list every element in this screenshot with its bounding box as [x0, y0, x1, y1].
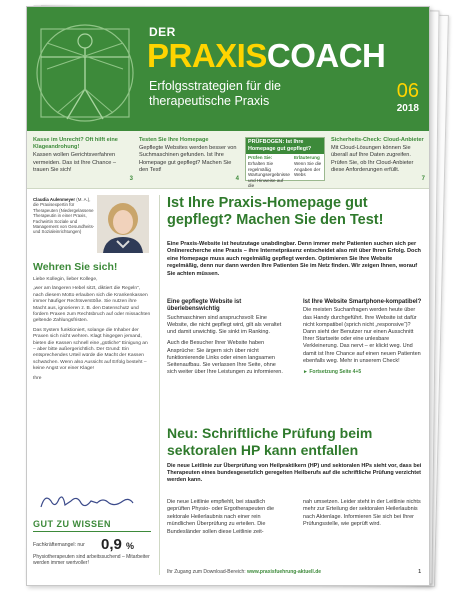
pruefbogen-col-head: Prüfen Sie:	[248, 155, 273, 161]
article-1-paragraph: Auch die Besucher Ihrer Website haben Ansprüche: Sie ärgern sich über nicht funktionierende Links oder einen langsamen Seitenaufbau. Sie verlassen Ihre Seite, ohne sich weiter über Ihre Leistungen zu informieren.	[167, 340, 283, 376]
footer-text: Ihr Zugang zum Download-Bereich:	[167, 569, 246, 575]
good-to-know-description: Physiotherapeuten sind arbeitssuchend – Mitarbeiter werden immer wertvoller!	[33, 554, 150, 567]
teaser-page: 7	[421, 175, 425, 182]
article-1-lead: Eine Praxis-Website ist heutzutage unabdingbar. Denn immer mehr Patienten suchen sich per Onlinerecherche eine Praxis – ihre Internetpräsenz entscheidet also mit über Ihren Erfolg. Doch eine Homepage muss auch regelmäßig gepflegt werden. Optimieren Sie Ihre Website regelmäßig, denn nur dann werden Ihre Patienten Sie im Netz finden. Wir zeigen Ihnen, worauf Sie achten müssen.	[167, 241, 421, 277]
footer-url[interactable]: www.praxisfuehrung-aktuell.de	[247, 569, 322, 575]
teaser-title: Sicherheits-Check: Cloud-Anbieter	[331, 137, 424, 143]
pruefbogen-col-1	[246, 154, 292, 190]
issue-info	[397, 81, 419, 114]
editorial-paragraph: Ihre	[33, 375, 42, 381]
pruefbogen-col-head: Erläuterung	[293, 155, 320, 161]
article-1-column-left	[167, 299, 287, 380]
teaser-klage[interactable]	[33, 137, 133, 183]
continued-link[interactable]: ► Fortsetzung Seite 4+5	[303, 369, 362, 376]
teaser-text: Kassen wollen Gerichtsverfahren vermeiden. Das ist Ihre Chance – trauen Sie sich!	[33, 152, 117, 173]
masthead	[27, 7, 430, 131]
article-1-headline: Ist Ihre Praxis-Homepage gut gepflegt? Machen Sie den Test!	[167, 195, 384, 228]
teaser-homepage[interactable]	[139, 137, 239, 183]
issue-year: 2018	[396, 103, 419, 114]
page-number: 1	[418, 569, 421, 575]
issue-number: 06	[396, 80, 419, 102]
article-2-column-left: Die neue Leitlinie empfiehlt, bei staatlich geprüften Physio- oder Ergotherapeuten die sektorale Heilerlaubnis nach einer rein mündlichen Überprüfung zu erteilen. Die Bundesländer sollen diese Leitlinie zeit-	[167, 499, 275, 535]
teaser-strip	[27, 131, 430, 189]
column-divider	[159, 195, 160, 575]
article-2-column-right: nah umsetzen. Leider steht in der Leitlinie nichts mehr zur Erteilung der sektoralen Heilerlaubnis nach Aktenlage. Informieren Sie sich bei Ihrer Prüfungsstelle, wie geprüft wird.	[303, 499, 421, 528]
masthead-title	[147, 37, 385, 75]
teaser-text: Mit Cloud-Lösungen können Sie überall auf Ihre Daten zugreifen. Prüfen Sie, ob Ihr Cloud-Anbieter diese Anforderungen erfüllt.	[331, 145, 414, 173]
author-name: Claudia Aulenmeyer	[33, 197, 76, 202]
author-bio	[33, 197, 95, 235]
teaser-pruefbogen[interactable]	[245, 137, 325, 189]
pruefbogen-col-text: Erhalten Sie regelmäßig Wartungsergebnisse und Hinweise auf die	[248, 161, 290, 189]
newsletter-page	[26, 6, 430, 586]
editorial-paragraph: „wer am längeren Hebel sitzt, diktiert die Regeln“, nach diesem Motto erlauben sich die Krankenkassen immer häufiger Rechtsverstöße. Sie nutzen ihre Macht aus, ignorieren z. B. den Datenschutz und fordern Praxen zum Rechtsbruch auf oder missachten geltende Zahlungsfristen.	[33, 286, 151, 324]
editorial-column	[27, 189, 157, 586]
teaser-title: Kasse im Unrecht? Oft hilft eine Klageandrohung!	[33, 137, 118, 151]
editorial-title: Wehren Sie sich!	[33, 261, 118, 273]
pruefbogen-box	[245, 137, 325, 189]
editorial-body	[33, 277, 151, 385]
teaser-page: 4	[235, 175, 239, 182]
pruefbogen-columns	[246, 154, 324, 190]
good-to-know-label: Fachkräftemangel: nur	[33, 541, 85, 548]
page-footer	[167, 569, 425, 575]
pruefbogen-title: PRÜFBOGEN: Ist Ihre Homepage gut gepflegt?	[246, 138, 324, 154]
masthead-der: DER	[149, 25, 176, 39]
masthead-subtitle: Erfolgsstrategien für die therapeutische Praxis	[149, 79, 282, 108]
masthead-title-coach: COACH	[266, 37, 386, 74]
signature	[37, 491, 137, 513]
article-1-column-right	[303, 299, 423, 376]
teaser-page: 3	[129, 175, 133, 182]
teaser-text: Gepflegte Websites werden besser von Suchmaschinen gefunden. Ist Ihre Homepage gut gepflegt? Machen Sie den Test!	[139, 145, 237, 173]
good-to-know-box	[33, 519, 151, 566]
editorial-paragraph: Liebe Kollegin, lieber Kollege,	[33, 277, 98, 282]
author-text: (M. A.), die Praxisexpertin für Therapeuten (Niedergelassene Therapeutin in einer Praxis, Fachwirtin Soziale und Management von Gesundheits- und Sozialeinrichtungen)	[33, 197, 95, 235]
masthead-title-praxis: PRAXIS	[147, 37, 267, 74]
article-1-subhead-left: Eine gepflegte Website ist überlebenswichtig	[167, 299, 242, 313]
good-to-know-unit: %	[126, 541, 135, 551]
article-1-paragraph: Suchmaschinen sind anspruchsvoll: Eine Website, die nicht gepflegt wird, gilt als veraltet und damit unwichtig. Sie sinkt im Ranking.	[167, 314, 282, 336]
good-to-know-title: GUT ZU WISSEN	[33, 519, 151, 532]
article-2-headline: Neu: Schriftliche Prüfung beim sektoralen HP kann entfallen	[167, 425, 373, 458]
good-to-know-value	[101, 536, 134, 553]
good-to-know-number: 0,9	[101, 536, 122, 553]
teaser-cloud[interactable]	[331, 137, 425, 183]
article-1-paragraph: Die meisten Suchanfragen werden heute über das Handy durchgeführt. Ihre Website ist dafür nicht kompatibel (sprich nicht „responsive“)? Dann sieht der Benutzer nur einen Ausschnitt Ihrer Startseite oder eine unlesbare Verkleinerung. Das nervt – er klickt weg. Und damit ist Ihre Chance auf einen neuen Patienten ebenfalls weg. Mehr in unserem Check!	[303, 307, 421, 364]
article-2-lead: Die neue Leitlinie zur Überprüfung von Heilpraktikern (HP) und sektoralen HPs sieht vor, dass bei Therapeuten eines bundesgesetzlich geregelten Heilberufs auf die schriftliche Prüfung verzichtet werden kann.	[167, 463, 422, 484]
editorial-paragraph: Das System funktioniert, solange die Inhaber der Praxen sich nicht wehren. Klagt hingegen jemand, bieten die Kassen schnell eine „gütliche“ Einigung an – aber bitte außergerichtlich. Der Grund: Ein entsprechendes Urteil würde die Macht der Kassen schwächen. Wenn also Aussicht auf Erfolg besteht – keine Angst vor einer Klage!	[33, 327, 148, 372]
author-photo	[97, 195, 149, 253]
teaser-title: Testen Sie Ihre Homepage	[139, 137, 209, 143]
pruefbogen-col-text: Wenn Sie die Angaben der Webs	[293, 161, 322, 178]
good-to-know-stat	[33, 536, 151, 553]
main-articles	[167, 195, 425, 585]
pruefbogen-col-2	[292, 154, 324, 190]
article-1-subhead-right: Ist Ihre Website Smartphone-kompatibel?	[303, 299, 422, 305]
vitruvian-man-illustration	[27, 7, 145, 131]
